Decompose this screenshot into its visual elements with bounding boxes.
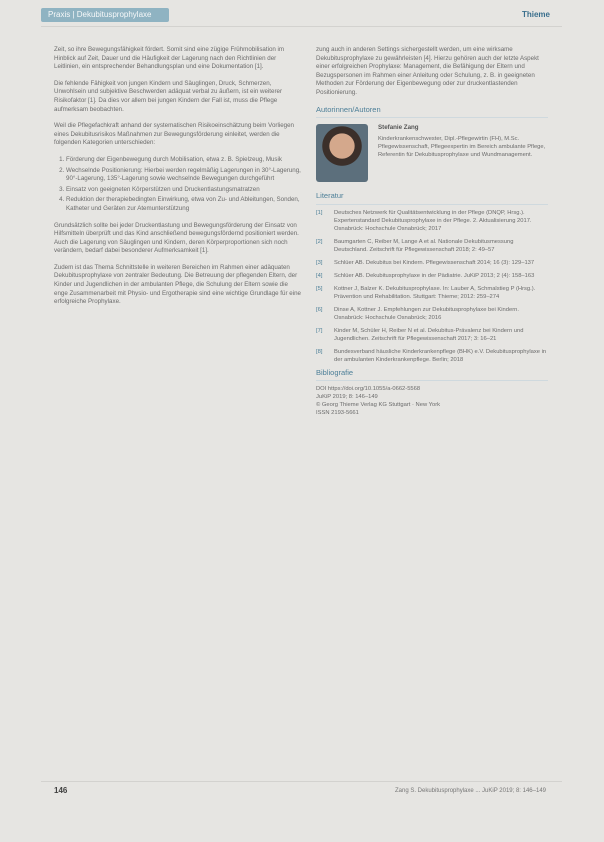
author-heading: Autorinnen/Autoren	[316, 106, 548, 119]
paragraph: Grundsätzlich sollte bei jeder Druckentlastung und Bewegungsförderung der Einsatz von Hilfsmitteln überprüft und das Kind anschließend bewegungsfördernd positioniert werden. Auch die Lagerung von Säuglingen und Kindern, deren Körperproportionen sich noch verändern, bedarf dabei besonderer Aufmerksamkeit [1].	[54, 221, 299, 255]
biblio-line: DOI https://doi.org/10.1055/a-0662-5568	[316, 386, 421, 393]
right-column	[316, 46, 548, 417]
paragraph: Zeit, so ihre Bewegungsfähigkeit fördert. Somit sind eine zügige Frühmobilisation im Hinblick auf Zeit, Dauer und die Häufigkeit der Lagerung nach den Richtlinien der Leitlinien, ein entsprechender Behandlungsplan und eine Dokumentation [1].	[54, 46, 285, 71]
biblio-line: © Georg Thieme Verlag KG Stuttgart · New York	[316, 402, 441, 409]
list-item: 1. Förderung der Eigenbewegung durch Mobilisation, etwa z. B. Spielzeug, Musik	[66, 156, 301, 165]
author-box	[316, 124, 548, 182]
reference-item: [3] Schlüer AB. Dekubitus bei Kindern. Pflegewissenschaft 2014; 16 (3): 129–137	[316, 259, 535, 266]
section-tab: Praxis | Dekubitusprophylaxe	[41, 8, 169, 22]
left-column	[54, 46, 301, 315]
measures-list	[54, 156, 301, 214]
header-divider	[41, 26, 562, 27]
reference-item: [6] Dinse A, Kottner J. Empfehlungen zur Dekubitusprophylaxe bei Kindern. Osnabrück: Hochschule Osnabrück; 2016	[316, 306, 519, 321]
literature-heading: Literatur	[316, 192, 548, 205]
page-number: 146	[54, 786, 68, 795]
reference-item: [1] Deutsches Netzwerk für Qualitätsentwicklung in der Pflege (DNQP, Hrsg.). Expertenstandard Dekubitusprophylaxe in der Pflege. 2. Aktualisierung 2017. Osnabrück: Hochschule Osnabrück; 2017	[316, 209, 532, 232]
bibliography-heading: Bibliografie	[316, 369, 548, 382]
biblio-line: JuKiP 2019; 8: 146–149	[316, 394, 378, 401]
author-photo	[316, 124, 368, 182]
reference-item: [2] Baumgarten C, Reiber M, Lange A et al. Nationale Dekubitusmessung Deutschland. Zeitschrift für Pflegewissenschaft 2018; 2: 49–57	[316, 238, 514, 253]
author-name: Stefanie Zang	[378, 124, 419, 132]
paragraph: zung auch in anderen Settings sichergestellt werden, um eine wirksame Dekubitusprophylaxe zu gewährleisten [4]. Hierzu gehören auch der letzte Aspekt einer erfolgreichen Prophylaxe: Management, die Befähigung der Eltern und Bezugspersonen im Rahmen einer Anleitung oder Schulung, z. B. in geeigneten Methoden zur Förderung der Eigenbewegung oder zur druckentlastenden Positionierung.	[316, 46, 539, 96]
footer-divider	[41, 781, 562, 782]
reference-item: [5] Kottner J, Balzer K. Dekubitusprophylaxe. In: Lauber A, Schmalstieg P (Hrsg.). Prävention und Rehabilitation. Stuttgart: Thieme; 2012: 259–274	[316, 285, 536, 300]
bibliography-block	[316, 385, 548, 417]
list-item: 4. Reduktion der therapiebedingten Einwirkung, etwa von Zu- und Ableitungen, Sonden, Katheter und Geräten zur Atemunterstützung	[66, 196, 301, 213]
reference-item: [4] Schlüer AB. Dekubitusprophylaxe in der Pädiatrie. JuKiP 2013; 2 (4): 158–163	[316, 272, 535, 279]
author-bio: Kinderkrankenschwester, Dipl.-Pflegewirtin (FH), M.Sc. Pflegewissenschaft, Pflegeexpertin im Bereich ambulante Pflege, Referentin für Dekubitusprophylaxe und Wundmanagement.	[378, 135, 546, 159]
reference-item: [7] Kinder M, Schüler H, Reiber N et al. Dekubitus-Prävalenz bei Kindern und Jugendlichen. Zeitschrift für Pflegewissenschaft 2017; 3: 16–21	[316, 327, 524, 342]
paragraph: Weil die Pflegefachkraft anhand der systematischen Risikoeinschätzung beim Vorliegen eines Dekubitusrisikos Maßnahmen zur Bewegungsförderung einleitet, werden die folgenden Kategorien unterschieden:	[54, 122, 294, 147]
reference-list	[316, 209, 548, 364]
publisher-label: Thieme	[521, 10, 550, 19]
list-item: 2. Wechselnde Positionierung: Hierbei werden regelmäßig Lagerungen in 30°-Lagerung, 90°-Lagerung, 135°-Lagerung sowie wechselnde Bewegungen durchgeführt	[66, 167, 301, 184]
paragraph: Zudem ist das Thema Schnittstelle in weiteren Bereichen im Rahmen einer adäquaten Dekubitusprophylaxe von zentraler Bedeutung. Die Betreuung der pflegenden Eltern, der Kinder und Jugendlichen in der ambulanten Pflege, die Schulung der Eltern sowie die enge Zusammenarbeit mit Physio- und Ergotherapie sind eine wichtige Grundlage für eine erfolgreiche Prophylaxe.	[54, 263, 301, 306]
reference-item: [8] Bundesverband häusliche Kinderkrankenpflege (BHK) e.V. Dekubitusprophylaxe in der ambulanten Kinderkrankenpflege. Berlin; 2018	[316, 348, 547, 363]
citation-footer: Zang S. Dekubitusprophylaxe ... JuKiP 2019; 8: 146–149	[395, 788, 546, 794]
biblio-line: ISSN 2193-5661	[316, 410, 359, 417]
list-item: 3. Einsatz von geeigneten Körperstützen und Druckentlastungsmatratzen	[66, 186, 301, 195]
paragraph: Die fehlende Fähigkeit von jungen Kindern und Säuglingen, Druck, Schmerzen, Unwohlsein und subjektive Beschwerden adäquat verbal zu äußern, ist ein weiterer Risikofaktor [1]. Da dies vor allem bei jungen Kindern der Fall ist, muss die Pflege aufmerksam beobachten.	[54, 79, 283, 113]
